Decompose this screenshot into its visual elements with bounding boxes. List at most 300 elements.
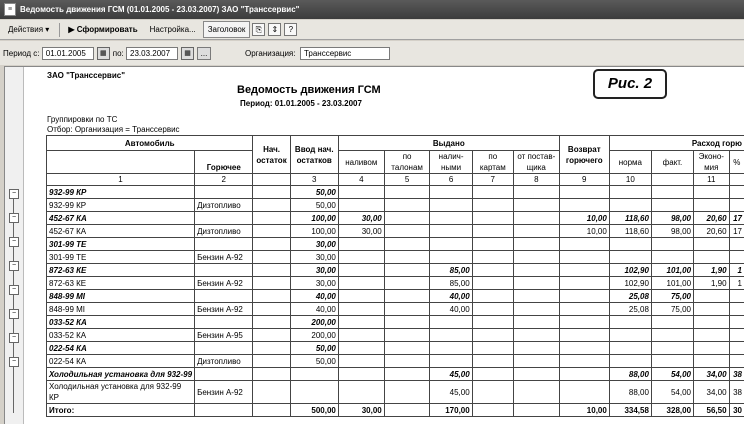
table-cell: 022-54 КА <box>47 342 195 355</box>
col-num: 8 <box>513 174 559 186</box>
date-to-value: 23.03.2007 <box>130 49 170 58</box>
table-cell <box>253 329 290 342</box>
table-cell: Дизтопливо <box>195 225 253 238</box>
table-cell <box>430 225 472 238</box>
table-cell <box>384 277 430 290</box>
group-row[interactable] <box>47 212 744 225</box>
actions-label: Действия <box>8 25 43 34</box>
table-cell <box>338 290 384 303</box>
collapse-icon[interactable]: − <box>9 309 19 319</box>
table-cell <box>195 290 253 303</box>
table-cell: 54,00 <box>651 368 693 381</box>
table-cell <box>338 368 384 381</box>
table-cell <box>290 381 338 404</box>
total-cell: 170,00 <box>430 404 472 417</box>
table-cell: 25,08 <box>609 290 651 303</box>
table-cell <box>338 329 384 342</box>
table-cell <box>729 355 744 368</box>
table-cell: Бензин А-95 <box>195 329 253 342</box>
table-cell <box>338 251 384 264</box>
table-cell: 1,90 <box>694 264 730 277</box>
table-cell <box>338 381 384 404</box>
collapse-icon[interactable]: − <box>9 189 19 199</box>
table-cell <box>729 238 744 251</box>
table-cell: 102,90 <box>609 277 651 290</box>
col-fuel-header: Горючее <box>195 151 253 174</box>
more-label: ... <box>201 49 208 58</box>
header-subrow <box>47 151 744 174</box>
table-cell: 88,00 <box>609 368 651 381</box>
table-cell: 30,00 <box>290 277 338 290</box>
total-cell <box>384 404 430 417</box>
table-cell: Холодильная установка для 932-99 КР <box>47 381 195 404</box>
table-cell <box>513 199 559 212</box>
table-cell: 022-54 КА <box>47 355 195 368</box>
col-num: 10 <box>609 174 651 186</box>
table-cell <box>472 368 513 381</box>
app-icon: ≡ <box>4 3 16 16</box>
table-cell <box>729 199 744 212</box>
table-cell <box>694 290 730 303</box>
col-cards-header: по картам <box>472 151 513 174</box>
table-cell: 200,00 <box>290 316 338 329</box>
table-cell <box>195 316 253 329</box>
to-label: по: <box>113 49 124 58</box>
group-row[interactable] <box>47 238 744 251</box>
header-label: Заголовок <box>208 25 246 34</box>
table-cell: 38 <box>729 381 744 404</box>
table-cell: 118,60 <box>609 225 651 238</box>
table-cell <box>384 238 430 251</box>
table-cell <box>513 264 559 277</box>
table-cell <box>253 186 290 199</box>
column-number-row <box>47 174 744 186</box>
table-cell <box>559 329 609 342</box>
table-cell <box>559 303 609 316</box>
col-issued-header: Выдано <box>338 136 559 151</box>
total-cell: 500,00 <box>290 404 338 417</box>
table-cell: 34,00 <box>694 381 730 404</box>
table-cell: 25,08 <box>609 303 651 316</box>
total-cell: 10,00 <box>559 404 609 417</box>
table-cell <box>513 342 559 355</box>
table-cell: 932-99 КР <box>47 199 195 212</box>
table-cell: 100,00 <box>290 225 338 238</box>
collapse-icon[interactable]: − <box>9 285 19 295</box>
collapse-icon[interactable]: − <box>9 261 19 271</box>
table-cell: 50,00 <box>290 186 338 199</box>
table-cell <box>513 290 559 303</box>
col-cashless-header: налич-ными <box>430 151 472 174</box>
table-cell <box>609 251 651 264</box>
table-cell <box>253 303 290 316</box>
settings-label: Настройка... <box>150 25 196 34</box>
table-cell <box>513 238 559 251</box>
table-cell: 102,90 <box>609 264 651 277</box>
col-start-header: Нач. остаток <box>253 136 290 174</box>
table-cell <box>384 212 430 225</box>
table-cell <box>651 329 693 342</box>
table-cell: 34,00 <box>694 368 730 381</box>
table-cell <box>472 199 513 212</box>
table-cell <box>694 355 730 368</box>
table-cell: 38 <box>729 368 744 381</box>
detail-row[interactable] <box>47 355 744 368</box>
table-cell: 30,00 <box>290 251 338 264</box>
table-cell <box>384 329 430 342</box>
table-cell <box>384 225 430 238</box>
table-cell <box>729 329 744 342</box>
table-cell <box>384 251 430 264</box>
copy-icon[interactable]: ⎘ <box>252 23 265 36</box>
table-cell: 10,00 <box>559 212 609 225</box>
table-cell <box>609 238 651 251</box>
table-cell: 872-63 КЕ <box>47 277 195 290</box>
col-num <box>253 174 290 186</box>
col-num: 5 <box>384 174 430 186</box>
col-auto-header: Автомобиль <box>47 136 253 151</box>
table-cell <box>559 264 609 277</box>
table-cell <box>338 238 384 251</box>
report-org: ЗАО "Транссервис" <box>47 71 125 80</box>
build-label: Сформировать <box>77 25 138 34</box>
table-cell <box>694 316 730 329</box>
filter-bar <box>0 41 744 65</box>
detail-row[interactable] <box>47 303 744 316</box>
col-pct-header: % <box>729 151 744 174</box>
table-cell <box>338 277 384 290</box>
report-area[interactable] <box>4 66 744 424</box>
toolbar-separator <box>59 23 60 37</box>
table-cell: Дизтопливо <box>195 199 253 212</box>
table-cell <box>384 368 430 381</box>
table-cell: 30,00 <box>290 238 338 251</box>
table-cell <box>472 264 513 277</box>
table-cell <box>729 303 744 316</box>
table-cell: Бензин А-92 <box>195 303 253 316</box>
table-cell: 848-99 МI <box>47 290 195 303</box>
play-icon: ▶ <box>68 25 76 34</box>
total-cell <box>472 404 513 417</box>
table-cell <box>430 199 472 212</box>
table-cell <box>195 238 253 251</box>
table-cell: 033-52 КА <box>47 316 195 329</box>
table-cell <box>513 316 559 329</box>
table-cell <box>472 251 513 264</box>
table-cell <box>253 342 290 355</box>
table-cell: 85,00 <box>430 277 472 290</box>
table-cell <box>430 355 472 368</box>
org-label: Организация: <box>245 49 295 58</box>
collapse-icon[interactable]: − <box>9 333 19 343</box>
table-cell <box>430 212 472 225</box>
actions-menu[interactable]: Действия ▾ <box>3 21 54 38</box>
table-cell <box>472 225 513 238</box>
table-cell <box>472 381 513 404</box>
table-cell <box>729 186 744 199</box>
table-cell <box>513 355 559 368</box>
detail-row[interactable] <box>47 329 744 342</box>
table-cell: 40,00 <box>290 290 338 303</box>
table-cell: 75,00 <box>651 290 693 303</box>
collapse-icon[interactable]: − <box>9 357 19 367</box>
header-toggle-button[interactable] <box>203 21 251 38</box>
table-cell <box>559 381 609 404</box>
table-cell <box>253 316 290 329</box>
table-cell <box>195 212 253 225</box>
table-cell <box>729 342 744 355</box>
table-cell <box>729 251 744 264</box>
table-cell <box>472 329 513 342</box>
date-to-input[interactable] <box>126 47 178 60</box>
group-row[interactable] <box>47 368 744 381</box>
detail-row[interactable] <box>47 225 744 238</box>
table-cell <box>430 186 472 199</box>
table-cell <box>651 238 693 251</box>
table-cell: 85,00 <box>430 264 472 277</box>
col-consumption-header: Расход горю <box>609 136 744 151</box>
table-cell: 301-99 ТЕ <box>47 251 195 264</box>
table-cell <box>694 303 730 316</box>
table-cell <box>694 199 730 212</box>
calendar-icon[interactable]: ▦ <box>181 47 194 60</box>
col-num: 4 <box>338 174 384 186</box>
table-cell <box>253 225 290 238</box>
table-cell <box>651 316 693 329</box>
table-cell <box>338 342 384 355</box>
group-row[interactable] <box>47 342 744 355</box>
table-cell <box>513 303 559 316</box>
table-cell <box>290 368 338 381</box>
table-cell <box>609 329 651 342</box>
table-cell: Бензин А-92 <box>195 277 253 290</box>
detail-row[interactable] <box>47 199 744 212</box>
total-cell <box>513 404 559 417</box>
col-norm-header: норма <box>609 151 651 174</box>
table-cell <box>384 355 430 368</box>
table-cell <box>384 316 430 329</box>
detail-row[interactable] <box>47 381 744 404</box>
table-cell <box>338 355 384 368</box>
table-cell <box>694 186 730 199</box>
table-cell: 75,00 <box>651 303 693 316</box>
table-cell <box>651 186 693 199</box>
table-cell: 1 <box>729 264 744 277</box>
org-input[interactable] <box>300 47 390 60</box>
group-row[interactable] <box>47 264 744 277</box>
table-cell: 033-52 КА <box>47 329 195 342</box>
col-auto-empty <box>47 151 195 174</box>
table-cell <box>430 251 472 264</box>
col-num <box>729 174 744 186</box>
table-cell <box>384 303 430 316</box>
col-returned-header: Возврат горючего <box>559 136 609 174</box>
table-cell: 30,00 <box>290 264 338 277</box>
table-cell: 872-63 КЕ <box>47 264 195 277</box>
table-cell <box>651 199 693 212</box>
table-cell <box>195 264 253 277</box>
table-cell <box>384 199 430 212</box>
table-cell <box>384 342 430 355</box>
col-num: 3 <box>290 174 338 186</box>
table-cell <box>384 186 430 199</box>
col-num: 11 <box>694 174 730 186</box>
table-cell: 88,00 <box>609 381 651 404</box>
window-title: Ведомость движения ГСМ (01.01.2005 - 23.03.2007) ЗАО "Транссервис" <box>20 5 299 14</box>
report-selection: Отбор: Организация = Транссервис <box>47 125 180 134</box>
col-num <box>651 174 693 186</box>
table-cell: 1,90 <box>694 277 730 290</box>
total-cell: 56,50 <box>694 404 730 417</box>
table-cell <box>430 238 472 251</box>
group-row[interactable] <box>47 186 744 199</box>
table-cell <box>338 264 384 277</box>
table-cell <box>338 186 384 199</box>
table-cell <box>472 238 513 251</box>
group-row[interactable] <box>47 316 744 329</box>
build-report-button[interactable] <box>63 21 142 38</box>
table-cell <box>559 290 609 303</box>
table-cell <box>472 290 513 303</box>
table-cell: 98,00 <box>651 225 693 238</box>
table-cell <box>729 290 744 303</box>
report-grouping: Группировки по ТС <box>47 115 117 124</box>
calendar-icon[interactable]: ▦ <box>97 47 110 60</box>
table-cell <box>195 186 253 199</box>
col-num: 7 <box>472 174 513 186</box>
table-cell <box>430 329 472 342</box>
group-row[interactable] <box>47 290 744 303</box>
table-cell <box>472 277 513 290</box>
table-cell <box>384 264 430 277</box>
detail-row[interactable] <box>47 251 744 264</box>
date-from-value: 01.01.2005 <box>46 49 86 58</box>
col-cash-header: наливом <box>338 151 384 174</box>
table-cell <box>253 264 290 277</box>
table-cell: Холодильная установка для 932-99 <box>47 368 195 381</box>
table-cell <box>513 329 559 342</box>
table-cell <box>253 251 290 264</box>
table-cell <box>472 212 513 225</box>
table-cell <box>694 238 730 251</box>
table-cell: 101,00 <box>651 264 693 277</box>
table-cell <box>651 355 693 368</box>
collapse-icon[interactable]: − <box>9 237 19 247</box>
figure-label: Рис. 2 <box>593 69 667 99</box>
table-cell <box>513 368 559 381</box>
total-cell: 30,00 <box>338 404 384 417</box>
table-cell <box>430 316 472 329</box>
table-cell: 30,00 <box>338 225 384 238</box>
total-cell <box>195 404 253 417</box>
table-cell <box>609 316 651 329</box>
table-cell: 50,00 <box>290 199 338 212</box>
col-num: 9 <box>559 174 609 186</box>
total-row <box>47 404 744 417</box>
table-cell <box>609 355 651 368</box>
total-cell: 334,58 <box>609 404 651 417</box>
table-cell: 118,60 <box>609 212 651 225</box>
table-cell <box>729 316 744 329</box>
table-cell <box>472 342 513 355</box>
table-cell: Дизтопливо <box>195 355 253 368</box>
table-cell: 17 <box>729 225 744 238</box>
table-cell: 932-99 КР <box>47 186 195 199</box>
table-cell <box>384 381 430 404</box>
table-cell <box>430 342 472 355</box>
table-cell <box>694 251 730 264</box>
col-num: 1 <box>47 174 195 186</box>
settings-button[interactable] <box>145 21 201 38</box>
col-coupons-header: по талонам <box>384 151 430 174</box>
table-cell <box>338 199 384 212</box>
table-cell: 1 <box>729 277 744 290</box>
table-cell <box>559 251 609 264</box>
table-cell <box>253 277 290 290</box>
col-economy-header: Эконо-мия <box>694 151 730 174</box>
table-cell <box>513 212 559 225</box>
table-cell <box>253 290 290 303</box>
table-cell: 45,00 <box>430 381 472 404</box>
tree-line <box>13 193 14 413</box>
report-table <box>46 135 744 417</box>
table-cell <box>338 316 384 329</box>
table-cell <box>651 342 693 355</box>
collapse-icon[interactable]: − <box>9 213 19 223</box>
table-cell <box>253 381 290 404</box>
table-cell <box>559 277 609 290</box>
table-cell <box>472 316 513 329</box>
table-cell <box>472 186 513 199</box>
table-cell <box>472 355 513 368</box>
table-cell <box>651 251 693 264</box>
table-cell <box>513 251 559 264</box>
table-cell <box>253 238 290 251</box>
table-cell <box>559 355 609 368</box>
table-cell: 45,00 <box>430 368 472 381</box>
table-cell <box>513 225 559 238</box>
table-cell: 452-67 КА <box>47 225 195 238</box>
table-cell <box>195 368 253 381</box>
col-input-header: Ввод нач. остатков <box>290 136 338 174</box>
table-cell <box>472 303 513 316</box>
table-cell <box>609 186 651 199</box>
date-from-input[interactable] <box>42 47 94 60</box>
expand-icon[interactable]: ⇕ <box>268 23 281 36</box>
org-value: Транссервис <box>304 49 351 58</box>
table-cell <box>694 329 730 342</box>
table-cell: 100,00 <box>290 212 338 225</box>
table-cell: 50,00 <box>290 342 338 355</box>
table-cell: 98,00 <box>651 212 693 225</box>
table-cell: 301-99 ТЕ <box>47 238 195 251</box>
period-select-button[interactable] <box>197 47 211 60</box>
table-cell <box>609 199 651 212</box>
table-cell <box>513 186 559 199</box>
table-cell <box>253 355 290 368</box>
total-cell <box>253 404 290 417</box>
table-cell: 200,00 <box>290 329 338 342</box>
table-cell <box>253 199 290 212</box>
detail-row[interactable] <box>47 277 744 290</box>
help-icon[interactable]: ? <box>284 23 297 36</box>
total-cell: 328,00 <box>651 404 693 417</box>
table-cell: 17 <box>729 212 744 225</box>
table-cell <box>559 342 609 355</box>
table-cell: 10,00 <box>559 225 609 238</box>
table-cell: 40,00 <box>430 290 472 303</box>
table-cell <box>253 368 290 381</box>
